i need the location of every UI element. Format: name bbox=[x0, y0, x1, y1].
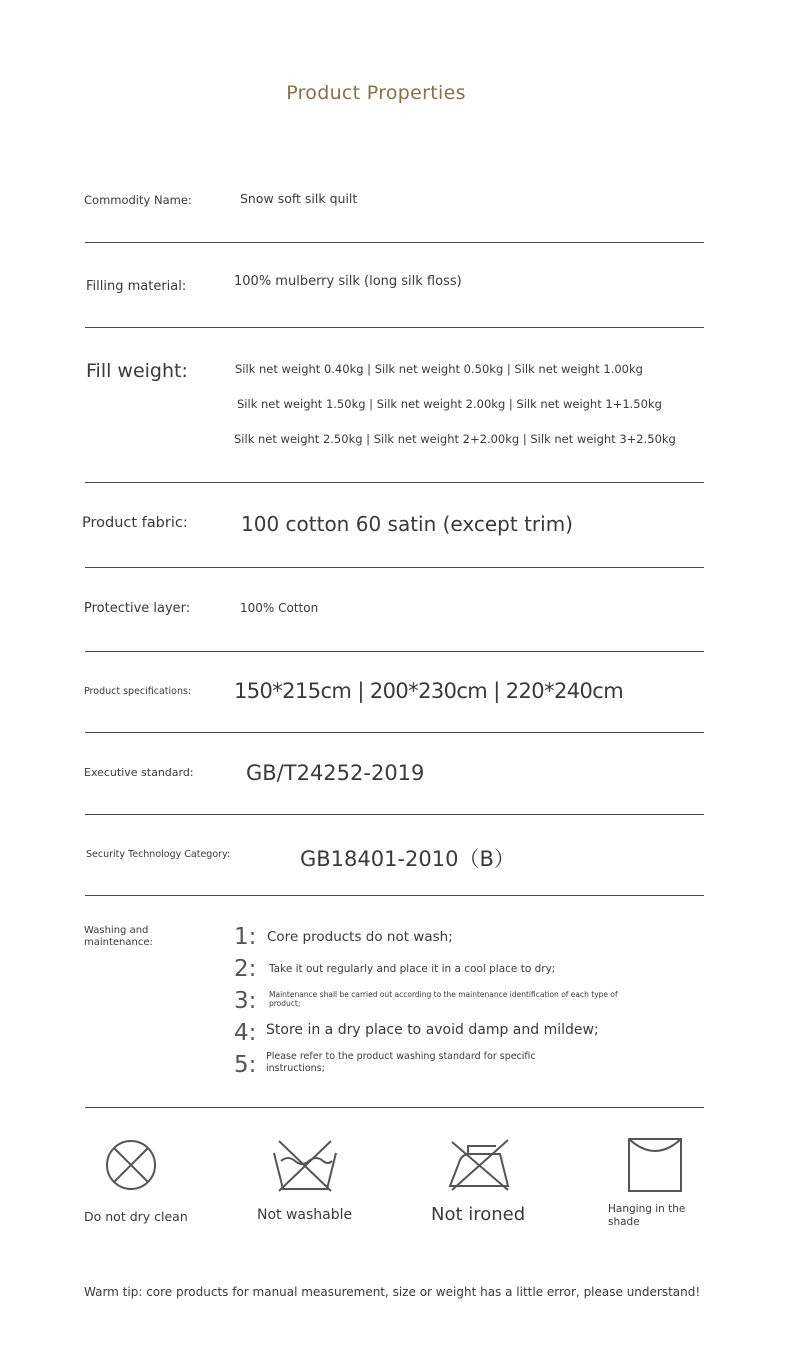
care-label-hang-dry: Hanging in the shade bbox=[608, 1203, 686, 1228]
protective-layer-value: 100% Cotton bbox=[240, 601, 319, 615]
divider bbox=[85, 242, 704, 243]
security-category-value: GB18401-2010（B） bbox=[300, 847, 515, 871]
washing-item-number: 5: bbox=[234, 1052, 257, 1078]
product-fabric-value: 100 cotton 60 satin (except trim) bbox=[241, 512, 573, 536]
fill-weight-label: Fill weight: bbox=[86, 360, 188, 382]
filling-material-value: 100% mulberry silk (long silk floss) bbox=[234, 274, 462, 289]
washing-item-text: Core products do not wash; bbox=[267, 929, 453, 945]
commodity-name-value: Snow soft silk quilt bbox=[240, 191, 358, 206]
security-category-label: Security Technology Category: bbox=[86, 849, 231, 860]
divider bbox=[85, 814, 704, 815]
washing-item-number: 4: bbox=[234, 1020, 257, 1046]
hang-dry-shade-icon bbox=[627, 1137, 683, 1193]
product-specifications-value: 150*215cm | 200*230cm | 220*240cm bbox=[234, 679, 624, 703]
washing-item-text: Please refer to the product washing standard for specific instructions; bbox=[266, 1051, 536, 1074]
washing-item-text: Take it out regularly and place it in a cool place to dry; bbox=[269, 963, 556, 975]
divider bbox=[85, 567, 704, 568]
no-iron-icon bbox=[446, 1136, 512, 1192]
executive-standard-label: Executive standard: bbox=[84, 766, 194, 779]
washing-item-text: Store in a dry place to avoid damp and mildew; bbox=[266, 1022, 599, 1038]
fill-weight-line-3: Silk net weight 2.50kg | Silk net weight 2+2.00kg | Silk net weight 3+2.50kg bbox=[234, 432, 676, 446]
care-label-no-wash: Not washable bbox=[257, 1207, 353, 1223]
divider bbox=[85, 327, 704, 328]
divider bbox=[85, 651, 704, 652]
protective-layer-label: Protective layer: bbox=[84, 601, 191, 616]
washing-label: Washing and maintenance: bbox=[84, 925, 153, 948]
no-wash-icon bbox=[271, 1137, 339, 1193]
washing-item-number: 3: bbox=[234, 988, 257, 1014]
commodity-name-label: Commodity Name: bbox=[84, 193, 192, 207]
divider bbox=[85, 482, 704, 483]
product-fabric-label: Product fabric: bbox=[82, 515, 188, 531]
divider bbox=[85, 1107, 704, 1108]
divider bbox=[85, 732, 704, 733]
fill-weight-line-1: Silk net weight 0.40kg | Silk net weight 0.50kg | Silk net weight 1.00kg bbox=[235, 362, 643, 376]
care-label-no-dry-clean: Do not dry clean bbox=[84, 1209, 188, 1224]
washing-item-number: 1: bbox=[234, 924, 257, 950]
page-title: Product Properties bbox=[286, 82, 466, 104]
no-dry-clean-icon bbox=[104, 1138, 158, 1192]
product-specifications-label: Product specifications: bbox=[84, 686, 192, 697]
washing-item-text: Maintenance shall be carried out according to the maintenance identification of each type of product; bbox=[269, 990, 618, 1008]
care-label-no-iron: Not ironed bbox=[431, 1204, 526, 1225]
fill-weight-line-2: Silk net weight 1.50kg | Silk net weight 2.00kg | Silk net weight 1+1.50kg bbox=[237, 397, 662, 411]
divider bbox=[85, 895, 704, 896]
washing-item-number: 2: bbox=[234, 956, 257, 982]
filling-material-label: Filling material: bbox=[86, 279, 187, 294]
warm-tip: Warm tip: core products for manual measurement, size or weight has a little error, please understand! bbox=[84, 1285, 701, 1299]
executive-standard-value: GB/T24252-2019 bbox=[246, 761, 425, 785]
